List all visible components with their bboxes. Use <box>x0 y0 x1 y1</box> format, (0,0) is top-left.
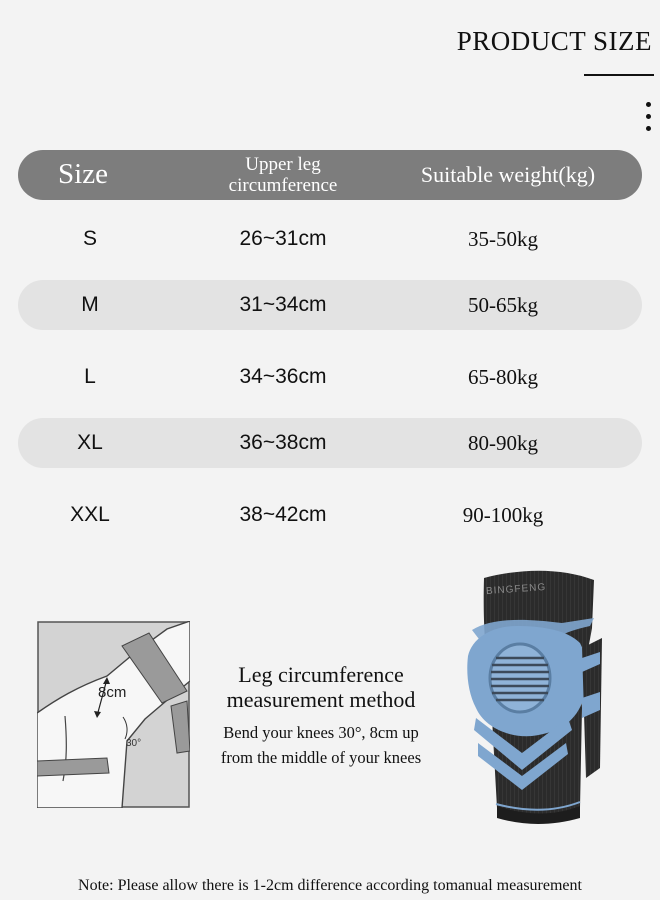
more-dots-icon <box>646 102 654 138</box>
cell-weight: 65-80kg <box>468 365 538 389</box>
cell-size: XXL <box>70 503 110 526</box>
measurement-note: Note: Please allow there is 1-2cm difference according tomanual measurement <box>78 877 582 894</box>
method-desc-line2: from the middle of your knees <box>220 748 422 767</box>
title-underline <box>584 74 654 76</box>
cell-circumference: 34~36cm <box>239 365 327 388</box>
method-title <box>196 662 446 712</box>
table-header <box>18 150 642 200</box>
cell-weight: 90-100kg <box>462 503 544 527</box>
cell-weight: 50-65kg <box>468 293 538 317</box>
knee-brace-image <box>462 568 612 838</box>
cell-weight: 80-90kg <box>468 431 538 455</box>
table-row <box>18 352 642 402</box>
cell-weight: 35-50kg <box>468 227 538 251</box>
table-row <box>18 214 642 264</box>
header-upper-leg-line1: Upper leg <box>245 154 321 175</box>
cell-size: XL <box>77 431 103 454</box>
brand-text: BINGFENG <box>485 581 547 598</box>
header-upper-leg <box>198 154 368 196</box>
page-title: PRODUCT SIZE <box>456 26 652 56</box>
cell-size: L <box>84 365 96 388</box>
header-weight: Suitable weight(kg) <box>420 162 596 187</box>
header-upper-leg-line2: circumference <box>228 175 338 196</box>
method-title-line2: measurement method <box>226 687 416 712</box>
cell-size: S <box>82 227 97 250</box>
table-row <box>18 280 642 330</box>
distance-label: 8cm <box>98 684 127 701</box>
method-description <box>196 720 446 770</box>
header-size: Size <box>58 158 108 190</box>
measurement-method <box>196 662 446 770</box>
method-title-line1: Leg circumference <box>238 662 404 687</box>
cell-circumference: 36~38cm <box>239 431 327 454</box>
cell-size: M <box>81 293 99 316</box>
method-desc-line1: Bend your knees 30°, 8cm up <box>223 723 419 742</box>
cell-circumference: 31~34cm <box>239 293 327 316</box>
cell-circumference: 38~42cm <box>239 503 327 526</box>
cell-circumference: 26~31cm <box>239 227 327 250</box>
angle-label: 30° <box>126 738 142 749</box>
measurement-diagram <box>37 621 190 808</box>
table-row <box>18 418 642 468</box>
table-row <box>18 490 642 540</box>
